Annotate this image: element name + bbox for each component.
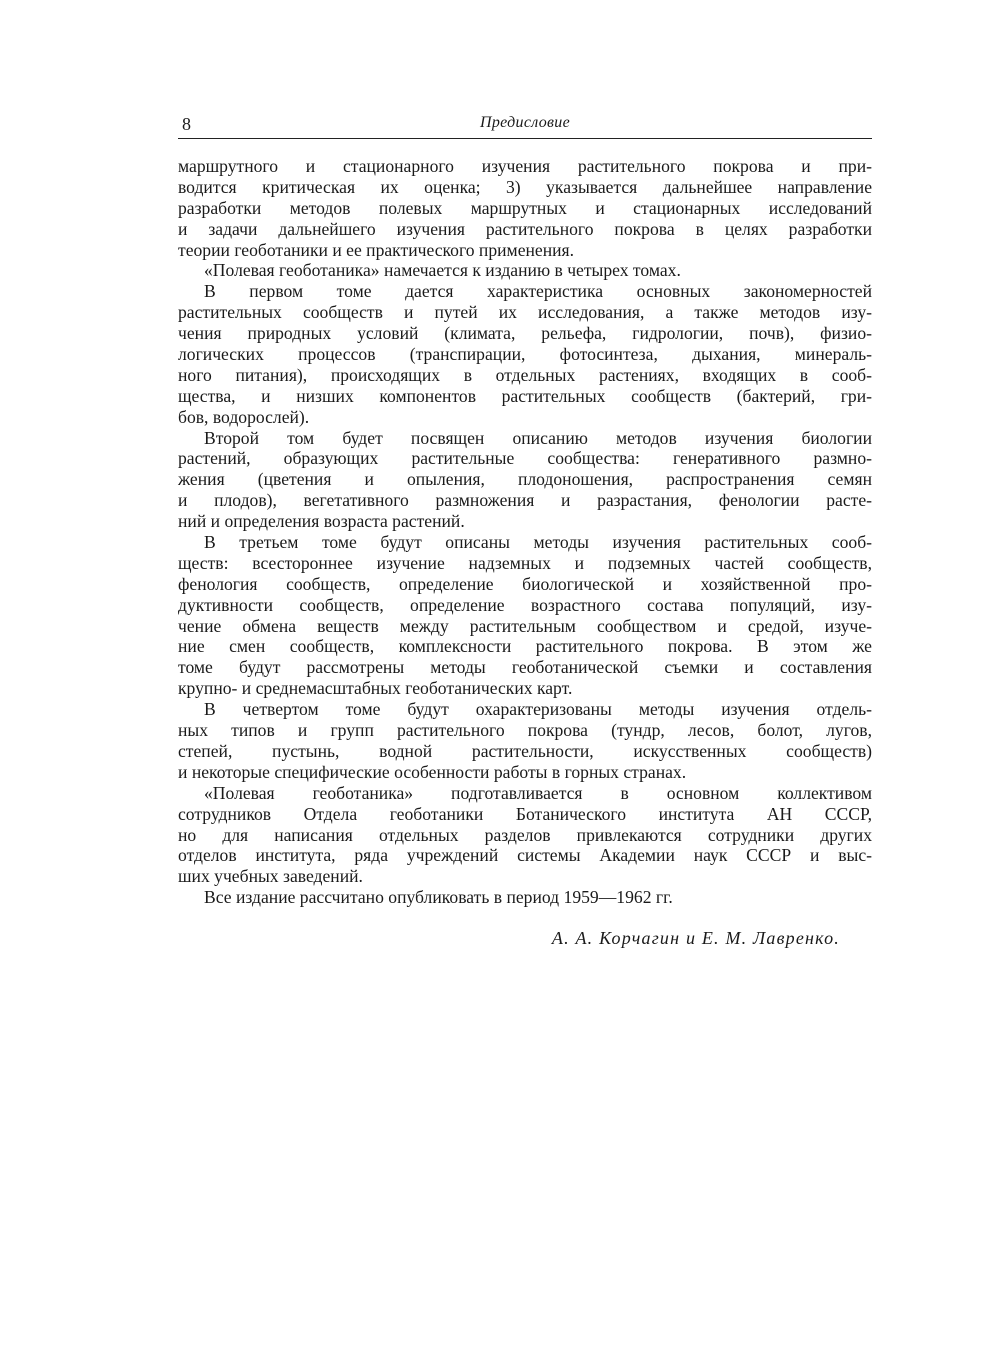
text-line: Второй том будет посвящен описанию методов изучения биологии: [204, 427, 872, 448]
text-line: бов, водорослей).: [178, 406, 310, 427]
text-line: ших учебных заведений.: [178, 866, 363, 887]
text-line: и задачи дальнейшего изучения растительного покрова в целях разработки: [178, 218, 872, 239]
paragraph: [178, 699, 872, 783]
text-line: но для написания отдельных разделов привлекаются сотрудники других: [178, 824, 872, 845]
text-line: В первом томе дается характеристика основных закономерностей: [204, 281, 872, 302]
text-line: и некоторые специфические особенности работы в горных странах.: [178, 761, 687, 782]
text-line: крупно- и среднемасштабных геоботанических карт.: [178, 678, 573, 699]
text-line: и плодов), вегетативного размножения и разрастания, фенологии расте-: [178, 490, 872, 511]
text-line: ние смен сообществ, комплексности растительного покрова. В этом же: [178, 636, 872, 657]
running-title: Предисловие: [480, 114, 570, 131]
paragraph: [178, 281, 872, 427]
paragraph: [178, 783, 872, 887]
text-line: В четвертом томе будут охарактеризованы методы изучения отдель-: [204, 699, 872, 720]
body-text: [178, 156, 872, 908]
text-line: сотрудников Отдела геоботаники Ботанического института АН СССР,: [178, 803, 872, 824]
paragraph: [178, 156, 872, 260]
text-line: ного питания), происходящих в отдельных растениях, входящих в сооб-: [178, 364, 872, 385]
text-line: томе будут рассмотрены методы геоботанической съемки и составления: [178, 657, 872, 678]
paragraph: [178, 887, 872, 908]
text-line: водится критическая их оценка; 3) указывается дальнейшее направление: [178, 176, 872, 197]
text-line: ний и определения возраста растений.: [178, 511, 465, 532]
text-line: растительных сообществ и путей их исследования, а также методов изу-: [178, 302, 872, 323]
paragraph: [178, 260, 872, 281]
text-line: «Полевая геоботаника» намечается к изданию в четырех томах.: [204, 260, 681, 281]
text-line: дуктивности сообществ, определение возрастного состава популяций, изу-: [178, 594, 872, 615]
paragraph: [178, 428, 872, 532]
signature: А. А. Корчагин и Е. М. Лавренко.: [551, 928, 840, 948]
text-line: В третьем томе будут описаны методы изучения растительных сооб-: [204, 532, 872, 553]
paragraph: [178, 532, 872, 699]
text-line: ных типов и групп растительного покрова (тундр, лесов, болот, лугов,: [178, 720, 872, 741]
text-line: чение обмена веществ между растительным сообществом и средой, изуче-: [178, 615, 872, 636]
text-line: Все издание рассчитано опубликовать в период 1959—1962 гг.: [204, 887, 673, 908]
page-number: 8: [182, 114, 191, 134]
text-line: фенология сообществ, определение биологической и хозяйственной про-: [178, 573, 872, 594]
text-line: «Полевая геоботаника» подготавливается в основном коллективом: [204, 782, 872, 803]
text-line: жения (цветения и опыления, плодоношения, распространения семян: [178, 469, 872, 490]
text-line: логических процессов (транспирации, фотосинтеза, дыхания, минераль-: [178, 344, 872, 365]
text-line: теории геоботаники и ее практического применения.: [178, 239, 575, 260]
text-line: маршрутного и стационарного изучения растительного покрова и при-: [178, 156, 872, 176]
text-line: ществ: всестороннее изучение надземных и подземных частей сообществ,: [178, 552, 872, 573]
text-line: растений, образующих растительные сообщества: генеративного размно-: [178, 448, 872, 469]
text-line: чения природных условий (климата, рельефа, гидрологии, почв), физио-: [178, 323, 872, 344]
text-line: разработки методов полевых маршрутных и стационарных исследований: [178, 197, 872, 218]
text-line: щества, и низших компонентов растительных сообществ (бактерий, гри-: [178, 385, 872, 406]
text-line: степей, пустынь, водной растительности, искусственных сообществ): [178, 740, 872, 761]
page-header: [178, 112, 872, 139]
text-line: отделов института, ряда учреждений системы Академии наук СССР и выс-: [178, 845, 872, 866]
